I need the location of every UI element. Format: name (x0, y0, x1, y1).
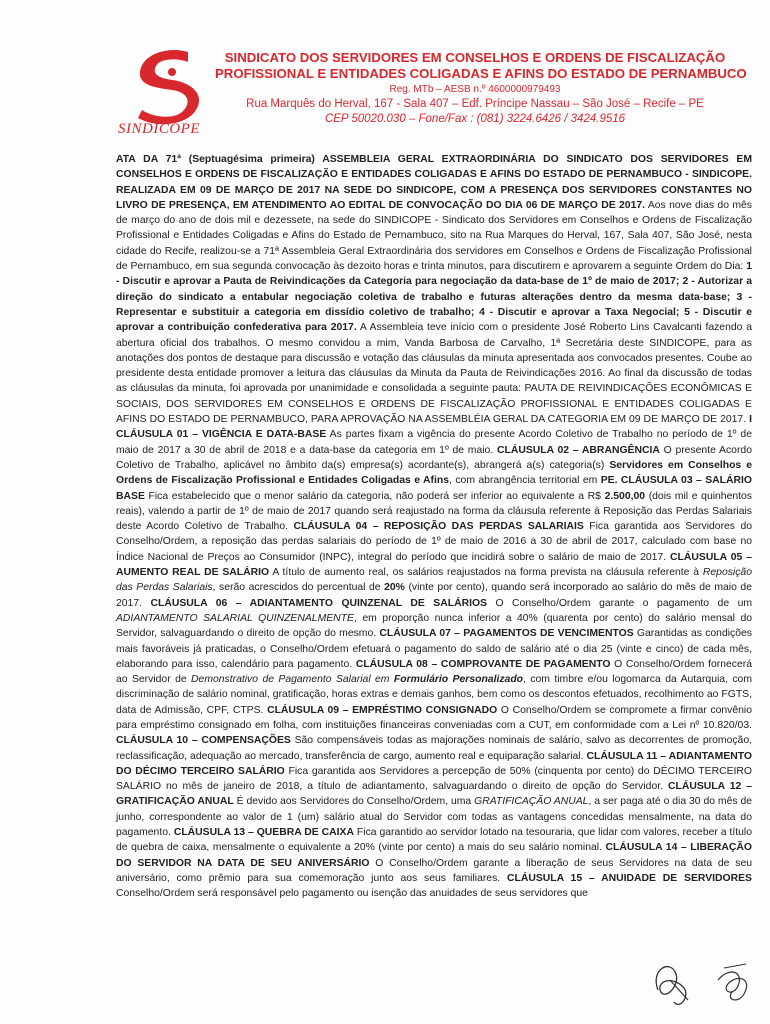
clause-02-title: CLÁUSULA 02 – ABRANGÊNCIA (496, 444, 660, 456)
agenda: 1 - Discutir e aprovar a Pauta de Reivindicações da Categoria para negociação da data-base de 1º de maio de 2017; 2 - Autorizar a direção do sindicato a entabular negociação coletiva de trabalho e futuras alterações dentro da mesma data-base; 3 - Representar e substituir a categoria em dissídio coletivo de trabalho; 4 - Discutir e aprovar a Taxa Negocial; 5 - Discutir e aprovar a contribuição confederativa para 2017. (116, 261, 752, 334)
contact-cep: CEP 50020.030 – Fone/Fax : (081) 3224.6426 / 3424.9516 (324, 113, 626, 125)
union-name-line1: SINDICATO DOS SERVIDORES EM CONSELHOS E ORDENS DE FISCALIZAÇÃO (224, 50, 726, 65)
clause-01-title: I CLÁUSULA 01 – VIGÊNCIA E DATA-BASE (116, 414, 752, 441)
logo-wordmark: SINDICOPE (118, 121, 200, 137)
clause-04-title: CLÁUSULA 04 – REPOSIÇÃO DAS PERDAS SALARIAIS (293, 521, 584, 533)
address: Rua Marquês do Herval, 167 - Sala 407 – Edf. Príncipe Nassau – São José – Recife – PE (246, 98, 704, 110)
union-name-line2: PROFISSIONAL E ENTIDADES COLIGADAS E AFINS DO ESTADO DE PERNAMBUCO (215, 66, 747, 81)
clause-15-title: CLÁUSULA 15 – ANUIDADE DE SERVIDORES (506, 872, 752, 884)
clause-14-title: CLÁUSULA 14 – LIBERAÇÃO DO SERVIDOR NA DATA DE SEU ANIVERSÁRIO (116, 842, 752, 869)
handwritten-signature-icon (640, 950, 760, 1020)
clause-11-title: CLÁUSULA 11 – ADIANTAMENTO DO DÉCIMO TERCEIRO SALÁRIO (116, 750, 752, 777)
letterhead (215, 50, 747, 127)
clause-08-title: CLÁUSULA 08 – COMPROVANTE DE PAGAMENTO (355, 658, 611, 670)
clause-05-title: CLÁUSULA 05 – AUMENTO REAL DE SALÁRIO (116, 551, 752, 579)
clause-13-title: CLÁUSULA 13 – QUEBRA DE CAIXA (173, 827, 354, 839)
clause-07-title: CLÁUSULA 07 – PAGAMENTOS DE VENCIMENTOS (379, 628, 634, 640)
registration-number: Reg. MTb – AESB n.º 4600000979493 (389, 84, 561, 95)
minutes-text: ATA DA 71ª (Septuagésima primeira) ASSEMBLEIA GERAL EXTRAORDINÁRIA DO SINDICATO DOS SERVIDORES EM CONSELHOS E ORDENS DE FISCALIZAÇÃO E ENTIDADES COLIGADAS E AFINS DO ESTADO DE PERNAMBUCO - SINDICOPE. REALIZADA EM 09 DE MARÇO DE 2017 NA SEDE DO SINDICOPE, COM A PRESENÇA DOS SERVIDORES CONSTANTES NO LIVRO DE PRESENÇA, EM ATENDIMENTO AO EDITAL DE CONVOCAÇÃO DO DIA 06 DE MARÇO DE 2017. Aos nove dias do mês de março do ano de dois mil e dezessete, na sede do SINDICOPE - Sindicato dos Servidores em Conselhos e Ordens de Fiscalização Profissional e Entidades Coligadas e Afins do Estado de Pernambuco, sito na Rua Marques do Herval, 167, Sala 407, São José, nesta cidade do Recife, realizou-se a 71ª Assembleia Geral Extraordinária dos servidores em Conselhos e Ordens de Fiscalização Profissional de Pernambuco, em sua segunda convocação às dezoito horas e trinta minutos, para discutirem e aprovarem a seguinte Ordem do Dia: 1 - Discutir e aprovar a Pauta de Reivindicações da Categoria para negociação da data-base de 1º de maio de 2017; 2 - Autorizar a direção do sindicato a entabular negociação coletiva de trabalho e futuras alterações dentro da mesma data-base; 3 - Representar e substituir a categoria em dissídio coletivo de trabalho; 4 - Discutir e aprovar a Taxa Negocial; 5 - Discutir e aprovar a contribuição confederativa para 2017. A Assembleia teve início com o presidente José Roberto Lins Cavalcanti fazendo a abertura oficial dos trabalhos. O mesmo convidou a mim, Vanda Barbosa de Carvalho, 1ª Secretária deste SINDICOPE, para as anotações dos pontos de destaque para discussão e votação das cláusulas da minuta apresentada aos convocados presentes. Coube ao presidente desta entidade promover a leitura das cláusulas da Minuta da Pauta de Reivindicações 2016. Ao final da discussão de todas as cláusulas da minuta, foi aprovada por unanimidade e consolidada a seguinte pauta: PAUTA DE REIVINDICAÇÕES ECONÔMICAS E SOCIAIS, DOS SERVIDORES EM CONSELHOS E ORDENS DE FISCALIZAÇÃO PROFISSIONAL E ENTIDADES COLIGADAS E AFINS DO ESTADO DE PERNAMBUCO, PARA APROVAÇÃO NA ASSEMBLÉIA GERAL DA CATEGORIA EM 09 DE MARÇO DE 2017. I CLÁUSULA 01 – VIGÊNCIA E DATA-BASE As partes fixam a vigência do presente Acordo Coletivo de Trabalho no período de 1º de maio de 2017 a 30 de abril de 2018 e a data-base da categoria em 1º de maio. CLÁUSULA 02 – ABRANGÊNCIA O presente Acordo Coletivo de Trabalho, aplicável no âmbito da(s) empresa(s) acordante(s), abrangerá a(s) categoria(s) Servidores em Conselhos e Ordens de Fiscalização Profissional e Entidades Coligadas e Afins, com abrangência territorial em PE. CLÁUSULA 03 – SALÁRIO BASE Fica estabelecido que o menor salário da categoria, não poderá ser inferior ao equivalente a R$ 2.500,00 (dois mil e quinhentos reais), valendo a partir de 1º de maio de 2017 quando será reajustado na forma da cláusula referente à Reposição das Perdas Salariais deste Acordo Coletivo de Trabalho. CLÁUSULA 04 – REPOSIÇÃO DAS PERDAS SALARIAIS Fica garantida aos Servidores do Conselho/Ordem, a reposição das perdas salariais do período de 1º de maio de 2016 a 30 de abril de 2017, calculado com base no Índice Nacional de Preços ao Consumidor (INPC), integral do período que incidirá sobre o salário de maio de 2017. CLÁUSULA 05 – AUMENTO REAL DE SALÁRIO A título de aumento real, os salários reajustados na forma prevista na cláusula referente à Reposição das Perdas Salariais, serão acrescidos do percentual de 20% (vinte por cento), quando será incorporado ao salário do mês de maio de 2017. CLÁUSULA 06 – ADIANTAMENTO QUINZENAL DE SALÁRIOS O Conselho/Ordem garante o pagamento de um ADIANTAMENTO SALARIAL QUINZENALMENTE, em proporção nunca inferior a 40% (quarenta por cento) do salário mensal do Servidor, salvaguardando o direito de opção do mesmo. CLÁUSULA 07 – PAGAMENTOS DE VENCIMENTOS Garantidas as condições mais favoráveis já praticadas, o Conselho/Ordem efetuará o pagamento do saldo de salário até o dia 25 (vinte e cinco) de cada mês, elaborando para isso, calendário para pagamento. CLÁUSULA 08 – COMPROVANTE DE PAGAMENTO O Conselho/Ordem fornecerá ao Servidor de Demonstrativo de Pagamento Salarial em Formulário Personalizado, com timbre e/ou logomarca da Autarquia, com discriminação de salário nominal, gratificação, horas extras e demais ganhos, bem como os descontos efetuados, recolhimento ao FGTS, data de Admissão, CPF, CTPS. CLÁUSULA 09 – EMPRÉSTIMO CONSIGNADO O Conselho/Ordem se compromete a firmar convênio para empréstimo consignado em folha, com instituições financeiras conveniadas com a CUT, em conformidade com a Lei nº 10.820/03. CLÁUSULA 10 – COMPENSAÇÕES São compensáveis todas as majorações nominais de salário, salvo as decorrentes de promoção, reclassificação, adequação ao mercado, transferência de cargo, aumento real e equiparação salarial. CLÁUSULA 11 – ADIANTAMENTO DO DÉCIMO TERCEIRO SALÁRIO Fica garantida aos Servidores a percepção de 50% (cinquenta por cento) do DÉCIMO TERCEIRO SALÁRIO no mês de janeiro de 2018, a título de adiantamento, salvaguardando o direito de opção do Servidor. CLÁUSULA 12 – GRATIFICAÇÃO ANUAL É devido aos Servidores do Conselho/Ordem, uma GRATIFICAÇÃO ANUAL, a ser paga até o dia 30 do mês de junho, correspondente ao valor de 1 (um) salário atual do Servidor com todas as vantagens concedidas mensalmente, na data do pagamento. CLÁUSULA 13 – QUEBRA DE CAIXA Fica garantido ao servidor lotado na tesouraria, que lidar com valores, receber a título de quebra de caixa, mensalmente o equivalente a 20% (vinte por cento) a mais do seu salário nominal. CLÁUSULA 14 – LIBERAÇÃO DO SERVIDOR NA DATA DE SEU ANIVERSÁRIO O Conselho/Ordem garante a liberação de seus Servidores na data de seu aniversário, como prêmio para sua comemoração junto aos seus familiares. CLÁUSULA 15 – ANUIDADE DE SERVIDORES Conselho/Ordem será responsável pelo pagamento ou isenção das anuidades de seus servidores que (116, 154, 753, 900)
clause-12-title: CLÁUSULA 12 – GRATIFICAÇÃO ANUAL (116, 781, 752, 808)
clause-03-title: PE. CLÁUSULA 03 – SALÁRIO BASE (116, 475, 752, 502)
clause-06-title: CLÁUSULA 06 – ADIANTAMENTO QUINZENAL DE SALÁRIOS (150, 597, 487, 609)
clause-09-title: CLÁUSULA 09 – EMPRÉSTIMO CONSIGNADO (267, 704, 498, 716)
sindicope-logo-icon (128, 46, 212, 126)
minutes-title: ATA DA 71ª (Septuagésima primeira) ASSEMBLEIA GERAL EXTRAORDINÁRIA DO SINDICATO DOS SERVIDORES EM CONSELHOS E ORDENS DE FISCALIZAÇÃO E ENTIDADES COLIGADAS E AFINS DO ESTADO DE PERNAMBUCO - SINDICOPE. REALIZADA EM 09 DE MARÇO DE 2017 NA SEDE DO SINDICOPE, COM A PRESENÇA DOS SERVIDORES CONSTANTES NO LIVRO DE PRESENÇA, EM ATENDIMENTO AO EDITAL DE CONVOCAÇÃO DO DIA 06 DE MARÇO DE 2017. (116, 154, 752, 211)
clause-10-title: CLÁUSULA 10 – COMPENSAÇÕES (116, 735, 291, 747)
